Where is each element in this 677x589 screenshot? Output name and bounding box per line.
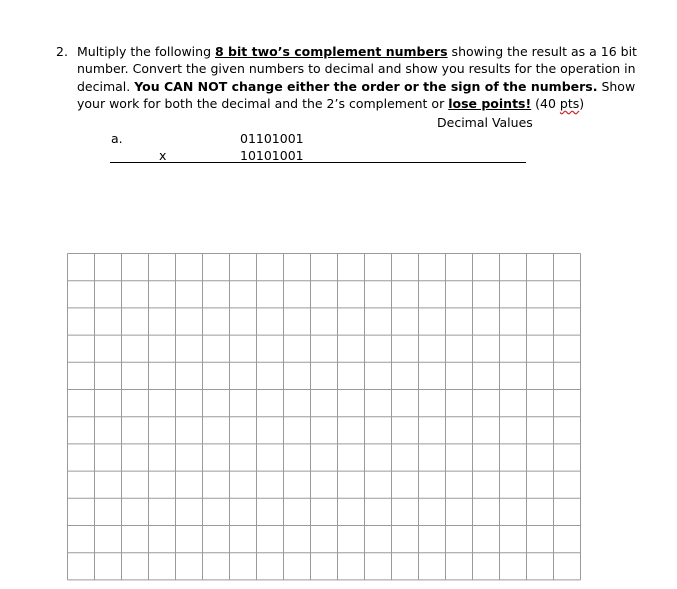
points-prefix: (40 — [531, 95, 560, 111]
answer-line — [110, 162, 526, 163]
question-intro: Multiply the following — [77, 44, 215, 59]
points-unit: pts — [559, 95, 580, 111]
part-a-label: a. — [111, 131, 123, 146]
question-text — [77, 43, 637, 112]
question-number: 2. — [56, 44, 68, 59]
work-grid[interactable] — [67, 253, 581, 589]
two-complement-phrase: 8 bit two’s complement numbers — [215, 44, 448, 59]
operand-1: 01101001 — [240, 131, 304, 146]
order-sign-warning: You CAN NOT change either the order or the sign of the numbers. — [134, 78, 598, 94]
decimal-values-heading: Decimal Values — [437, 115, 533, 130]
question-middle: showing the result as a 16 bit number. Convert the given numbers to decimal and show you results for the operation in decimal. — [77, 44, 637, 94]
operand-2: 10101001 — [240, 148, 304, 163]
lose-points-warning: lose points! — [448, 95, 532, 111]
multiply-operator: x — [159, 148, 167, 163]
points-suffix: ) — [579, 95, 585, 111]
show-work-text: Show your work for both the decimal and the 2’s complement or — [77, 78, 636, 111]
